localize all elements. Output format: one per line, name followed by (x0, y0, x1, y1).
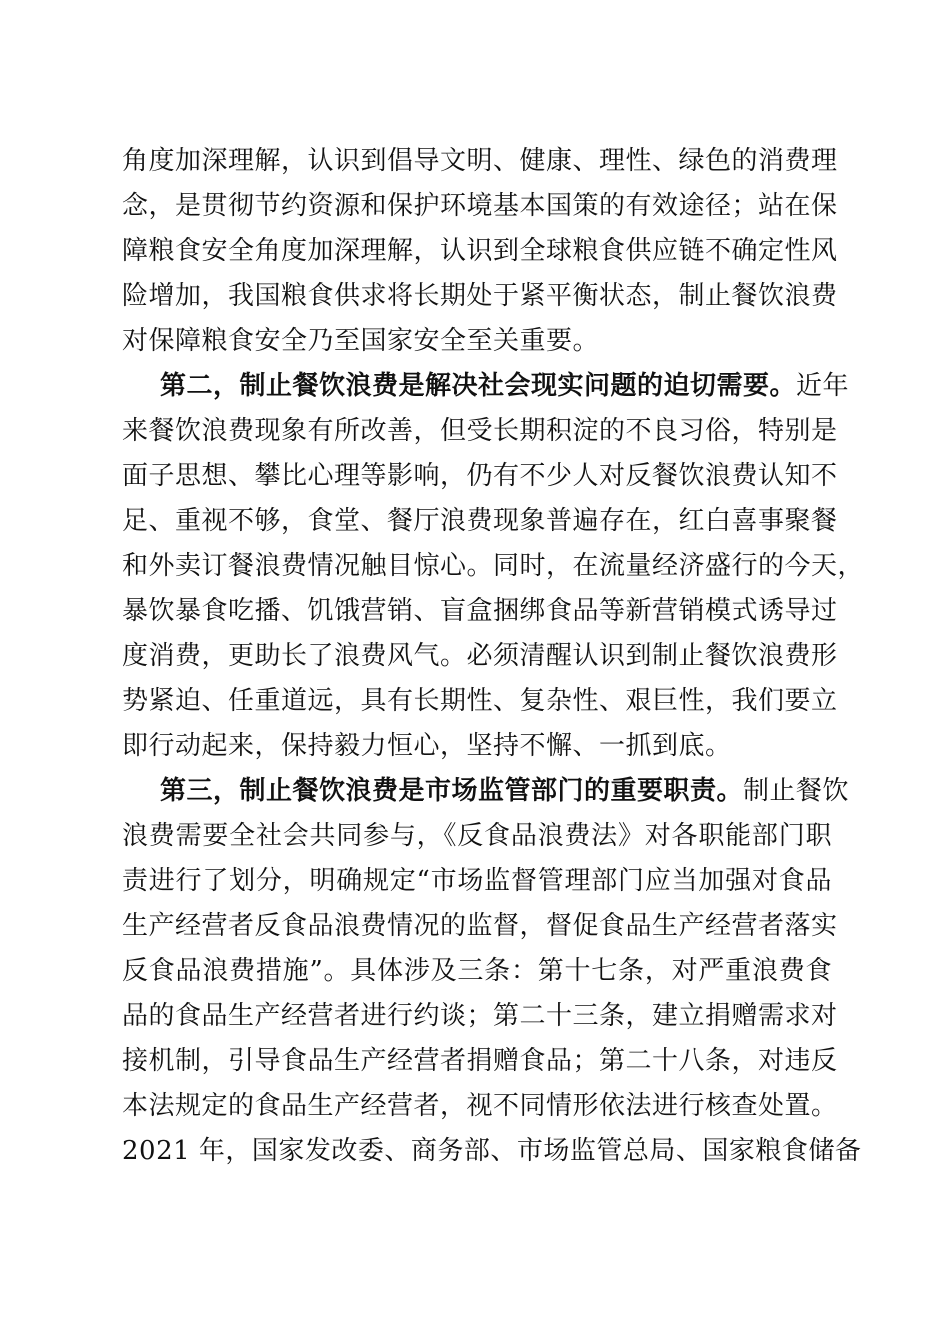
section-heading-line (160, 769, 850, 813)
paragraph-line: 2021 年，国家发改委、商务部、市场监管总局、国家粮食储备 (122, 1136, 862, 1166)
paragraph-line: 接机制，引导食品生产经营者捐赠食品；第二十八条，对违反 (122, 1046, 838, 1076)
paragraph-line: 反食品浪费措施”。具体涉及三条：第十七条，对严重浪费食 (122, 956, 832, 986)
section-heading-line (160, 364, 850, 408)
paragraph-line: 度消费，更助长了浪费风气。必须清醒认识到制止餐饮浪费形 (122, 641, 838, 671)
section-heading-2: 第二，制止餐饮浪费是解决社会现实问题的迫切需要。 (160, 371, 797, 401)
paragraph-line: 浪费需要全社会共同参与，《反食品浪费法》对各职能部门职 (122, 821, 832, 851)
paragraph-line: 生产经营者反食品浪费情况的监督，督促食品生产经营者落实 (122, 911, 838, 941)
paragraph-line: 对保障粮食安全乃至国家安全至关重要。 (122, 326, 600, 356)
paragraph-text: 近年 (796, 371, 850, 401)
paragraph-text: 制止餐饮 (743, 776, 850, 806)
paragraph-line: 险增加，我国粮食供求将长期处于紧平衡状态，制止餐饮浪费 (122, 281, 838, 311)
paragraph-line: 即行动起来，保持毅力恒心，坚持不懈、一抓到底。 (122, 731, 732, 761)
paragraph-line: 暴饮暴食吃播、饥饿营销、盲盒捆绑食品等新营销模式诱导过 (122, 596, 838, 626)
paragraph-line: 念，是贯彻节约资源和保护环境基本国策的有效途径；站在保 (122, 191, 838, 221)
paragraph-line: 足、重视不够，食堂、餐厅浪费现象普遍存在，红白喜事聚餐 (122, 506, 838, 536)
paragraph-line: 角度加深理解，认识到倡导文明、健康、理性、绿色的消费理 (122, 146, 838, 176)
section-heading-3: 第三，制止餐饮浪费是市场监管部门的重要职责。 (160, 776, 744, 806)
paragraph-line: 面子思想、攀比心理等影响，仍有不少人对反餐饮浪费认知不 (122, 461, 838, 491)
paragraph-line: 本法规定的食品生产经营者，视不同情形依法进行核查处置。 (122, 1091, 838, 1121)
paragraph-line: 障粮食安全角度加深理解，认识到全球粮食供应链不确定性风 (122, 236, 838, 266)
paragraph-line: 责进行了划分，明确规定“市场监督管理部门应当加强对食品 (122, 866, 832, 896)
paragraph-line: 势紧迫、任重道远，具有长期性、复杂性、艰巨性，我们要立 (122, 686, 838, 716)
paragraph-line: 来餐饮浪费现象有所改善，但受长期积淀的不良习俗，特别是 (122, 416, 838, 446)
paragraph-line: 和外卖订餐浪费情况触目惊心。同时，在流量经济盛行的今天， (122, 551, 865, 581)
paragraph-line: 品的食品生产经营者进行约谈；第二十三条，建立捐赠需求对 (122, 1001, 838, 1031)
